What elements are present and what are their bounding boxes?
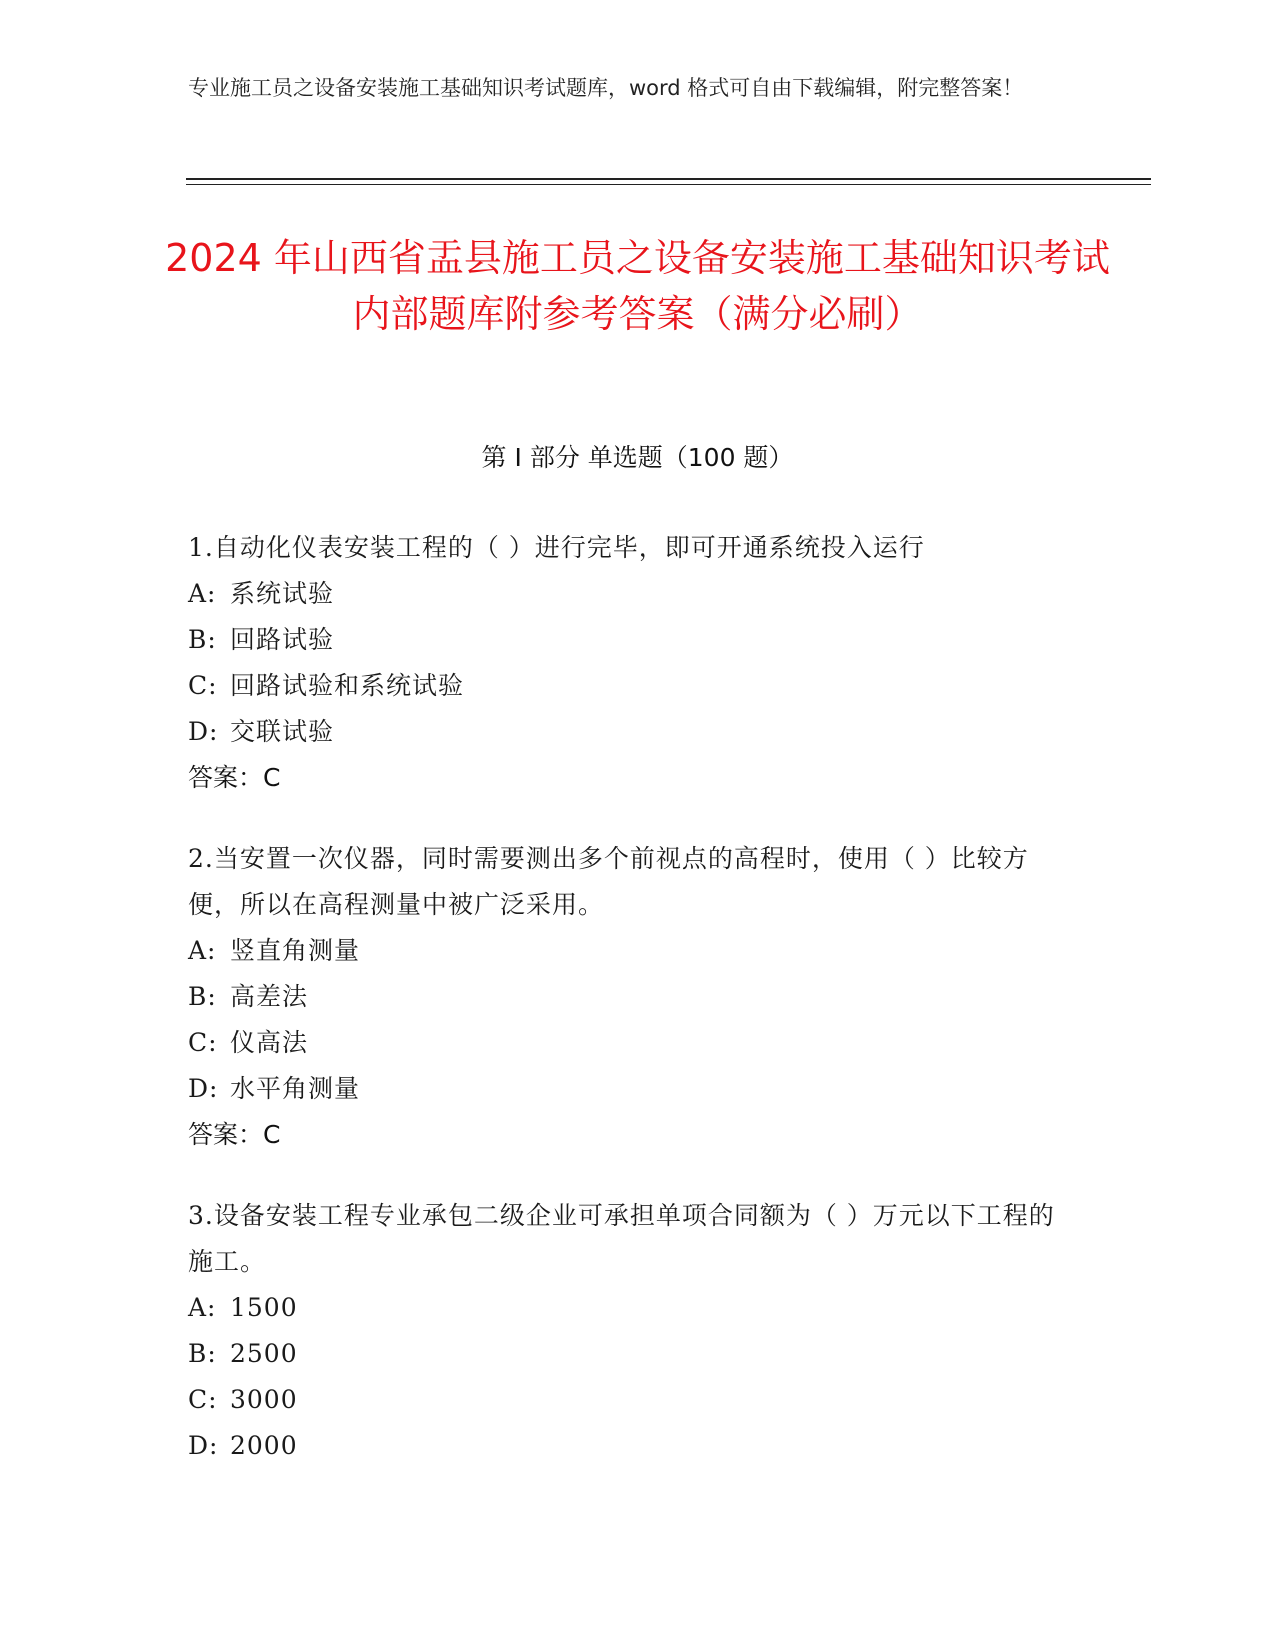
option-d [188,709,1068,755]
option-letter: C: [188,671,218,700]
option-text: 竖直角测量 [230,936,361,965]
option-letter: A: [188,1293,217,1322]
option-letter: D: [188,717,219,746]
option-letter: C: [188,1385,218,1414]
answer-label: 答案：C [188,763,281,792]
option-a [188,571,1068,617]
answer-label: 答案：C [188,1120,281,1149]
option-text: 1500 [230,1293,298,1322]
option-letter: A: [188,579,217,608]
option-letter: A: [188,936,217,965]
option-text: 系统试验 [230,579,335,608]
option-text: 交联试验 [230,717,335,746]
option-b [188,617,1068,663]
header-divider-thick [186,178,1151,180]
question-list [188,525,1068,1504]
option-c [188,1377,1068,1423]
option-letter: B: [188,625,217,654]
option-letter: B: [188,1339,217,1368]
option-text: 仪高法 [230,1028,309,1057]
option-b [188,1331,1068,1377]
question-stem: 2.当安置一次仪器，同时需要测出多个前视点的高程时，使用（ ）比较方便，所以在高程测量中被广泛采用。 [188,844,1029,919]
option-letter: C: [188,1028,218,1057]
option-d [188,1423,1068,1469]
option-text: 水平角测量 [230,1074,361,1103]
question-3 [188,1193,1068,1469]
document-title: 2024 年山西省盂县施工员之设备安装施工基础知识考试内部题库附参考答案（满分必刷） [165,236,1110,336]
section-title: 第 I 部分 单选题（100 题） [481,443,794,472]
option-text: 回路试验 [230,625,335,654]
option-text: 2500 [230,1339,298,1368]
document-header-note: 专业施工员之设备安装施工基础知识考试题库，word 格式可自由下载编辑，附完整答案！ [188,76,1024,100]
option-letter: D: [188,1431,219,1460]
option-text: 2000 [230,1431,298,1460]
option-c [188,663,1068,709]
option-text: 3000 [230,1385,298,1414]
option-b [188,974,1068,1020]
option-a [188,1285,1068,1331]
question-2 [188,836,1068,1158]
option-text: 高差法 [230,982,309,1011]
header-divider-thin [186,184,1151,185]
option-text: 回路试验和系统试验 [230,671,465,700]
option-letter: D: [188,1074,219,1103]
question-stem: 1.自动化仪表安装工程的（ ）进行完毕，即可开通系统投入运行 [188,533,925,562]
option-a [188,928,1068,974]
option-c [188,1020,1068,1066]
option-d [188,1066,1068,1112]
option-letter: B: [188,982,217,1011]
question-stem: 3.设备安装工程专业承包二级企业可承担单项合同额为（ ）万元以下工程的施工。 [188,1201,1055,1276]
question-1 [188,525,1068,801]
